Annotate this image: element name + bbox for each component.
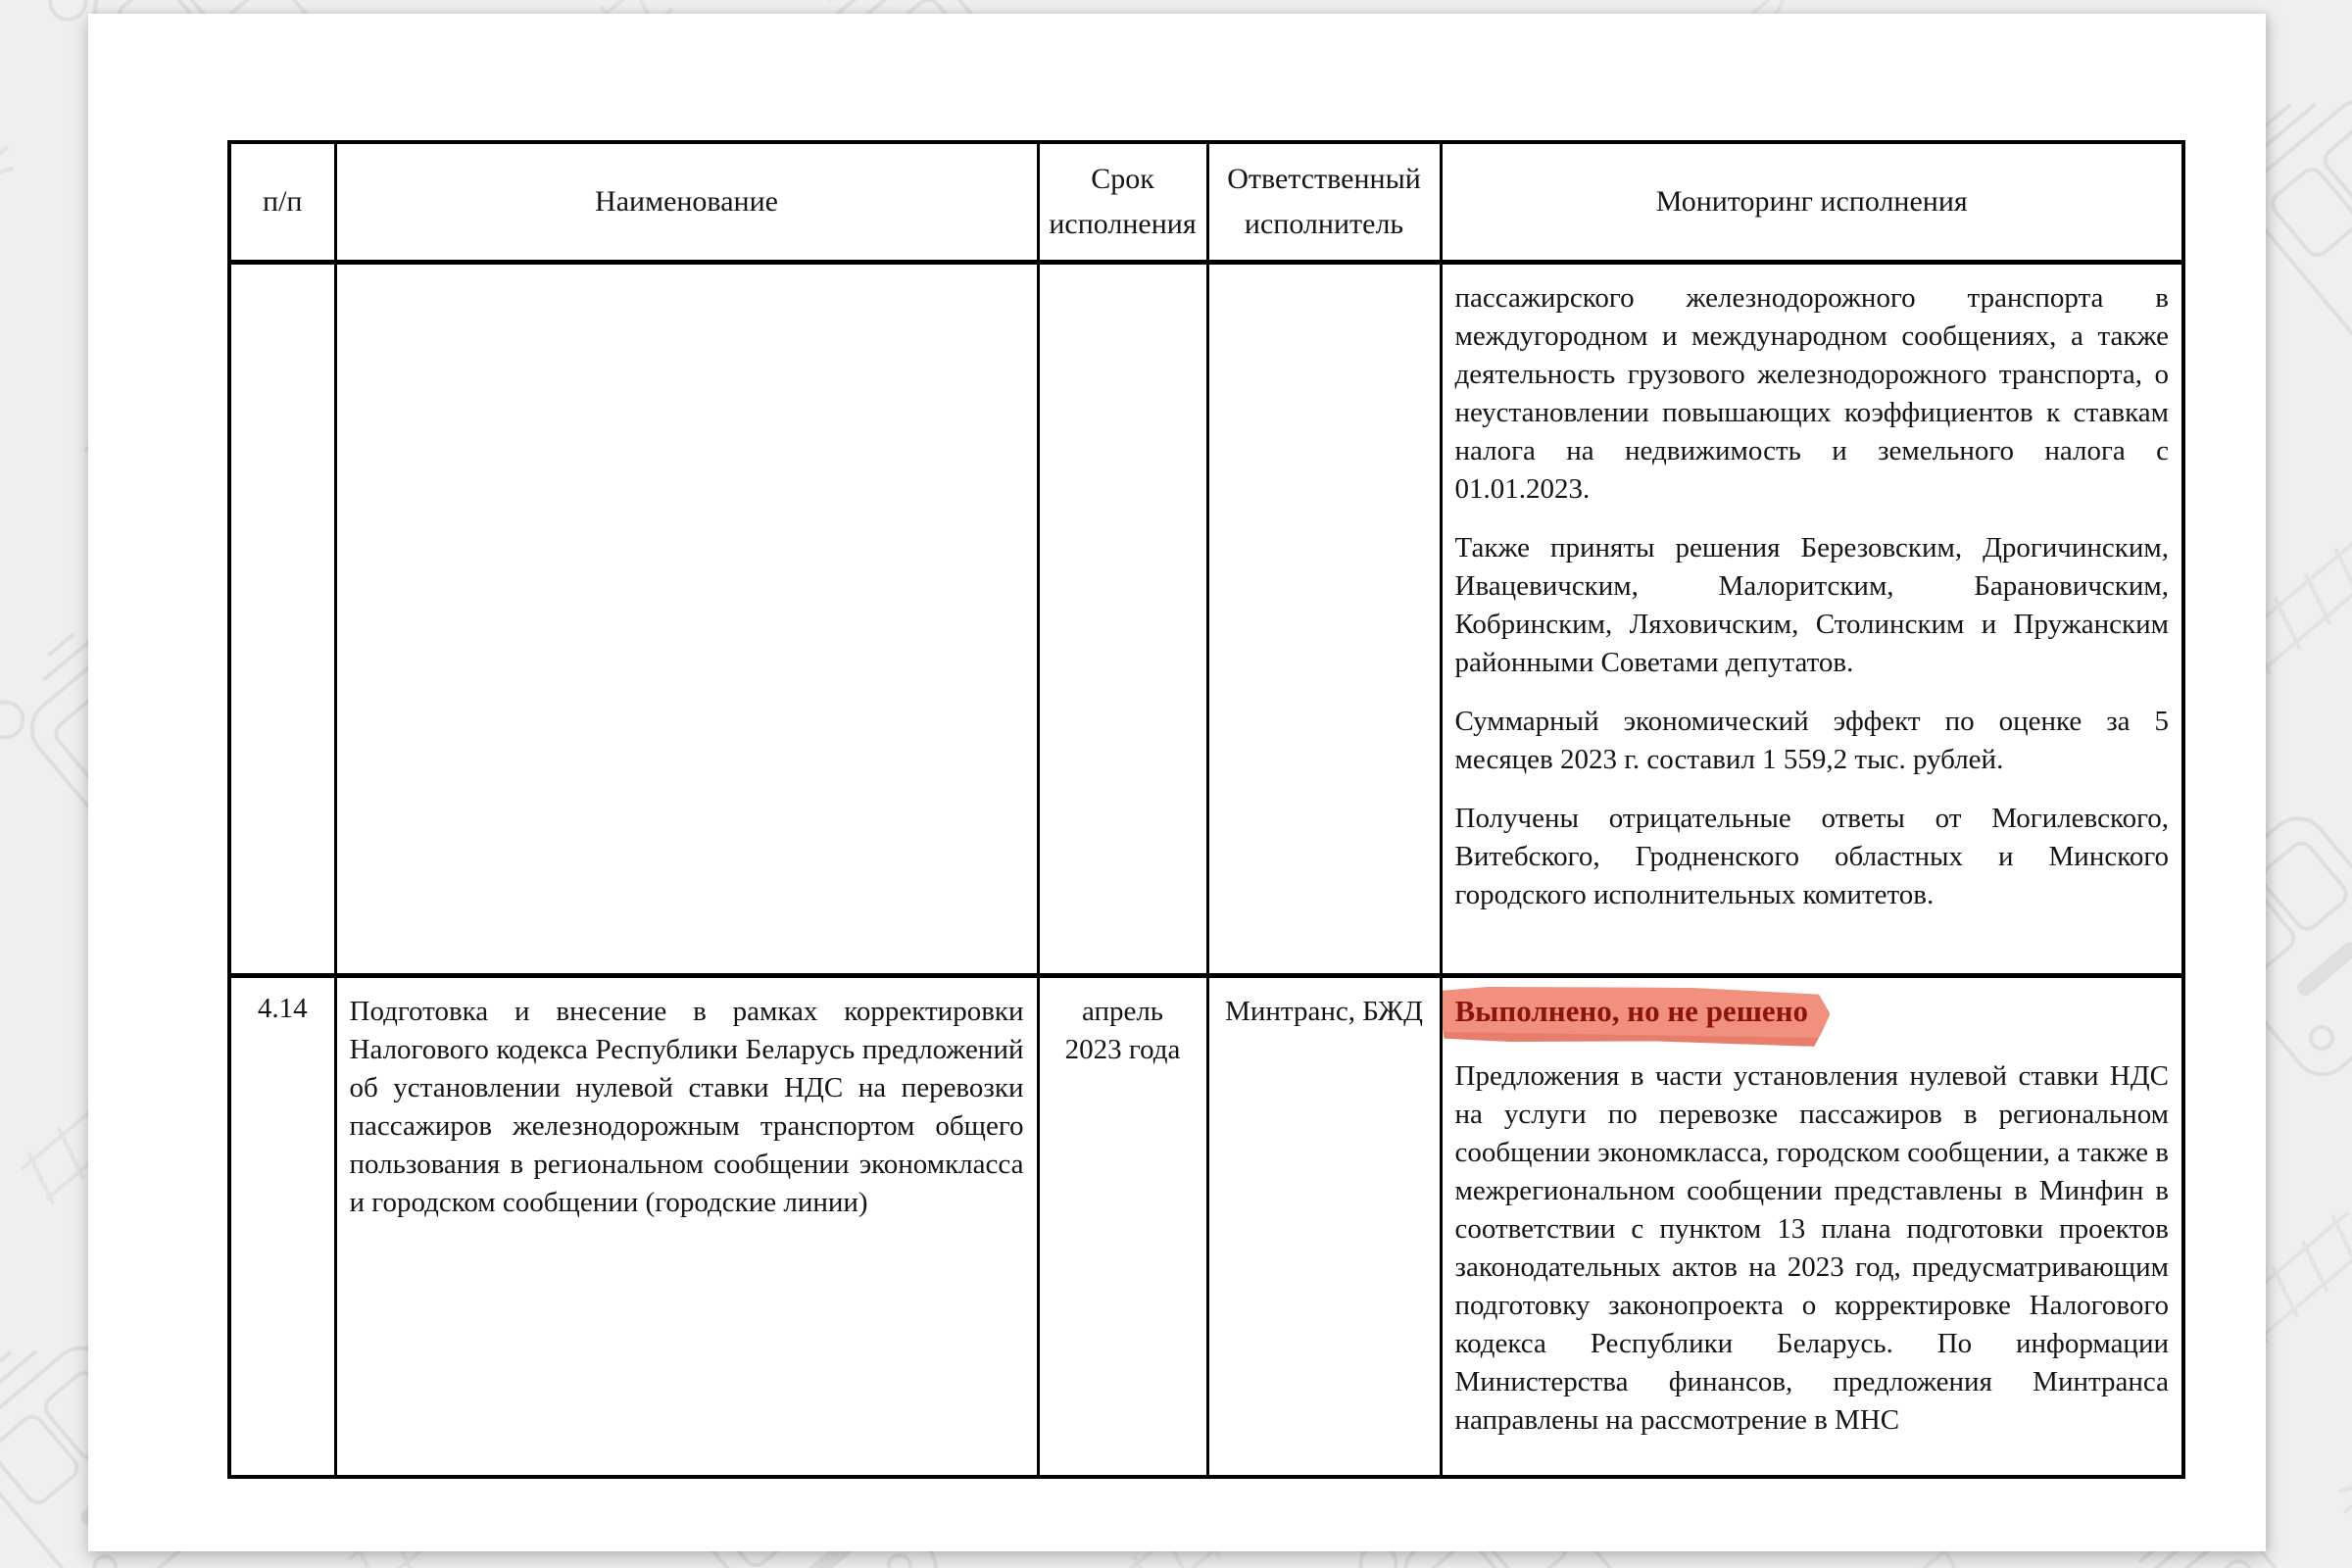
cell-name bbox=[335, 262, 1038, 975]
header-row bbox=[229, 142, 2183, 262]
column-header-responsible: Ответственный исполнитель bbox=[1207, 142, 1441, 262]
monitoring-table bbox=[227, 140, 2185, 1479]
column-header-name: Наименование bbox=[335, 142, 1038, 262]
monitoring-paragraph: Предложения в части установления нулевой ставки НДС на услуги по перевозке пассажиров в региональном сообщении экономкласса, городском сообщении, а также в межрегиональном сообщении представлены в Минфин в соответствии с пунктом 13 плана подготовки проектов законодательных актов на 2023 год, предусматривающим подготовку законопроекта о корректировке Налогового кодекса Республики Беларусь. По информации Министерства финансов, предложения Минтранса направлены на рассмотрение в МНС bbox=[1454, 1059, 2169, 1436]
status-line bbox=[1455, 993, 2170, 1032]
cell-name: Подготовка и внесение в рамках корректировки Налогового кодекса Республики Беларусь предложений об установлении нулевой ставки НДС на перевозки пассажиров железнодорожным транспортом общего пользования в региональном сообщении экономкласса и городском сообщении (городские линии) bbox=[335, 975, 1038, 1477]
table-row-4-14 bbox=[229, 975, 2183, 1477]
cell-monitoring bbox=[1441, 975, 2183, 1477]
cell-num: 4.14 bbox=[229, 975, 335, 1477]
monitoring-paragraph: Суммарный экономический эффект по оценке за 5 месяцев 2023 г. составил 1 559,2 тыс. рублей. bbox=[1454, 705, 2169, 775]
cell-responsible bbox=[1207, 262, 1441, 975]
monitoring-paragraph: Также приняты решения Березовским, Дрогичинским, Ивацевичским, Малоритским, Барановичским, Кобринским, Ляховичским, Столинским и Пружанским районными Советами депутатов. bbox=[1454, 531, 2169, 678]
column-header-term: Срок исполнения bbox=[1038, 142, 1207, 262]
status-highlight: Выполнено, но не решено bbox=[1454, 993, 1808, 1028]
cell-responsible: Минтранс, БЖД bbox=[1207, 975, 1441, 1477]
cell-num bbox=[229, 262, 335, 975]
cell-monitoring bbox=[1441, 262, 2183, 975]
column-header-num: п/п bbox=[229, 142, 335, 262]
cell-term: апрель 2023 года bbox=[1038, 975, 1207, 1477]
cell-term bbox=[1038, 262, 1207, 975]
column-header-monitoring: Мониторинг исполнения bbox=[1441, 142, 2183, 262]
monitoring-paragraph: Получены отрицательные ответы от Могилевского, Витебского, Гродненского областных и Минского городского исполнительных комитетов. bbox=[1454, 802, 2169, 910]
document-page bbox=[88, 14, 2266, 1551]
table-row-continuation bbox=[229, 262, 2183, 975]
monitoring-paragraph: пассажирского железнодорожного транспорта в междугородном и международном сообщениях, а также деятельность грузового железнодорожного транспорта, о неустановлении повышающих коэффициентов к ставкам налога на недвижимость и земельного налога с 01.01.2023. bbox=[1454, 281, 2169, 505]
